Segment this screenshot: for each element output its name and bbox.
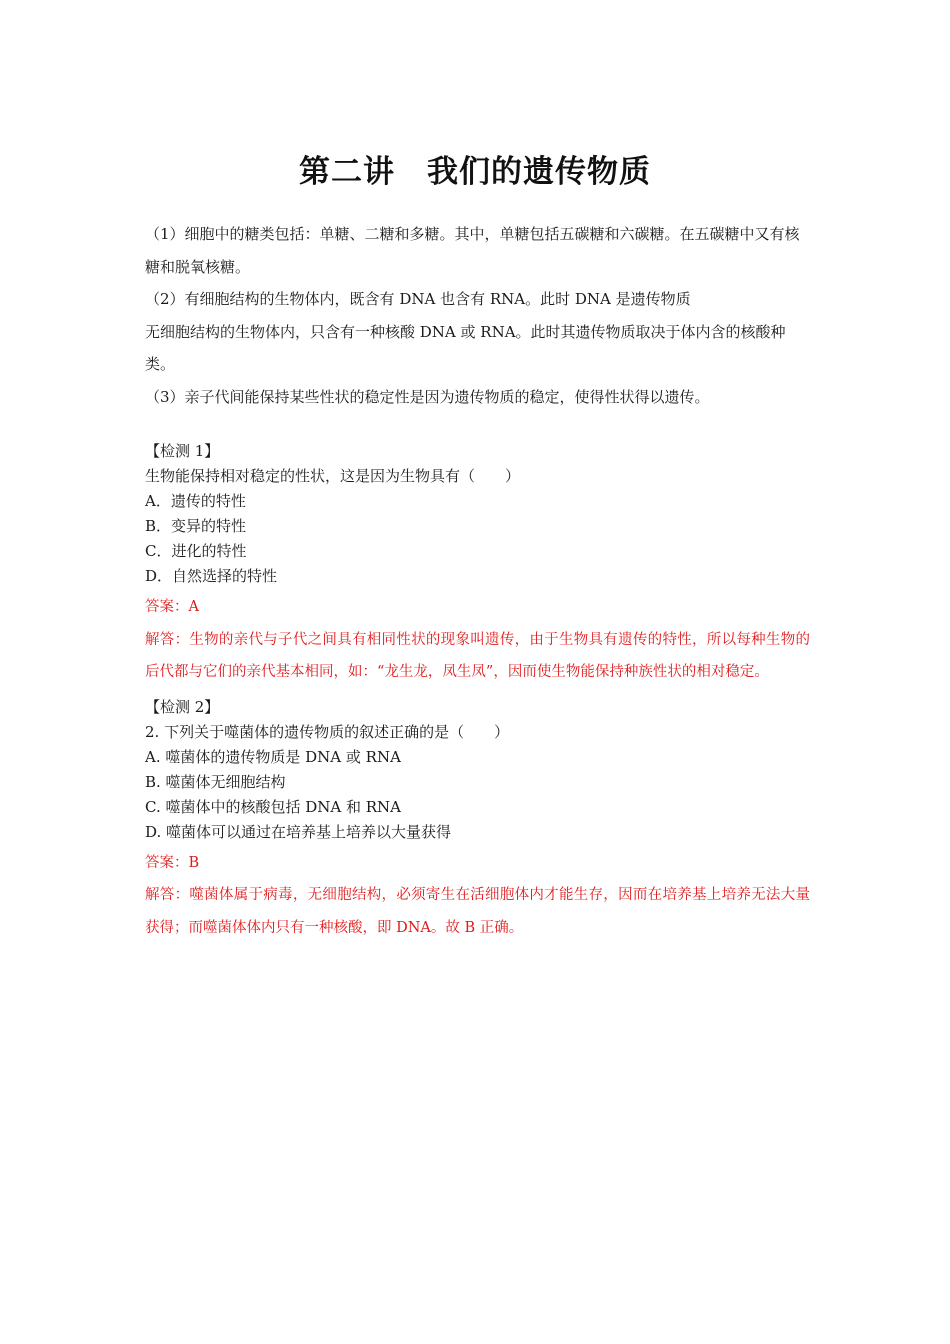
quiz-1-option-b: B．变异的特性 [145, 517, 247, 535]
key-point-2: （2）有细胞结构的生物体内，既含有 DNA 也含有 RNA。此时 DNA 是遗传物质 [145, 290, 691, 308]
page-title: 第二讲 我们的遗传物质 [299, 154, 651, 190]
quiz-1-answer: 答案：A [145, 599, 199, 615]
key-point-2-continued: 无细胞结构的生物体内，只含有一种核酸 DNA 或 RNA。此时其遗传物质取决于体内含的核酸种类。 [145, 322, 786, 373]
quiz-1 [145, 439, 810, 689]
content-body [145, 218, 810, 944]
quiz-1-question: 生物能保持相对稳定的性状，这是因为生物具有（ ） [145, 467, 521, 485]
key-point-1: （1）细胞中的糖类包括：单糖、二糖和多糖。其中，单糖包括五碳糖和六碳糖。在五碳糖中又有核糖和脱氧核糖。 [145, 225, 800, 276]
quiz-1-option-c: C．进化的特性 [145, 542, 247, 560]
key-point-3: （3）亲子代间能保持某些性状的稳定性是因为遗传物质的稳定，使得性状得以遗传。 [145, 387, 710, 406]
quiz-2-question: 2. 下列关于噬菌体的遗传物质的叙述正确的是（ ） [145, 722, 510, 741]
key-points [145, 218, 810, 413]
quiz-2-option-c: C. 噬菌体中的核酸包括 DNA 和 RNA [145, 797, 402, 816]
quiz-1-option-a: A．遗传的特性 [145, 492, 246, 510]
quiz-2-heading: 【检测 2】 [145, 697, 220, 716]
quiz-1-heading: 【检测 1】 [145, 442, 220, 460]
quiz-2-answer: 答案：B [145, 854, 200, 871]
quiz-1-analysis: 解答：生物的亲代与子代之间具有相同性状的现象叫遗传，由于生物具有遗传的特性，所以每种生物的后代都与它们的亲代基本相同，如：“龙生龙，凤生凤”，因而使生物能保持种族性状的相对稳定。 [145, 631, 810, 680]
quiz-2-option-b: B. 噬菌体无细胞结构 [145, 772, 286, 791]
quiz-1-option-d: D．自然选择的特性 [145, 567, 278, 585]
quiz-2-analysis: 解答：噬菌体属于病毒，无细胞结构，必须寄生在活细胞体内才能生存，因而在培养基上培养无法大量获得；而噬菌体体内只有一种核酸，即 DNA。故 B 正确。 [145, 887, 810, 936]
quiz-2-option-a: A. 噬菌体的遗传物质是 DNA 或 RNA [145, 747, 401, 766]
quiz-2-option-d: D. 噬菌体可以通过在培养基上培养以大量获得 [145, 822, 452, 841]
quiz-2 [145, 695, 810, 945]
